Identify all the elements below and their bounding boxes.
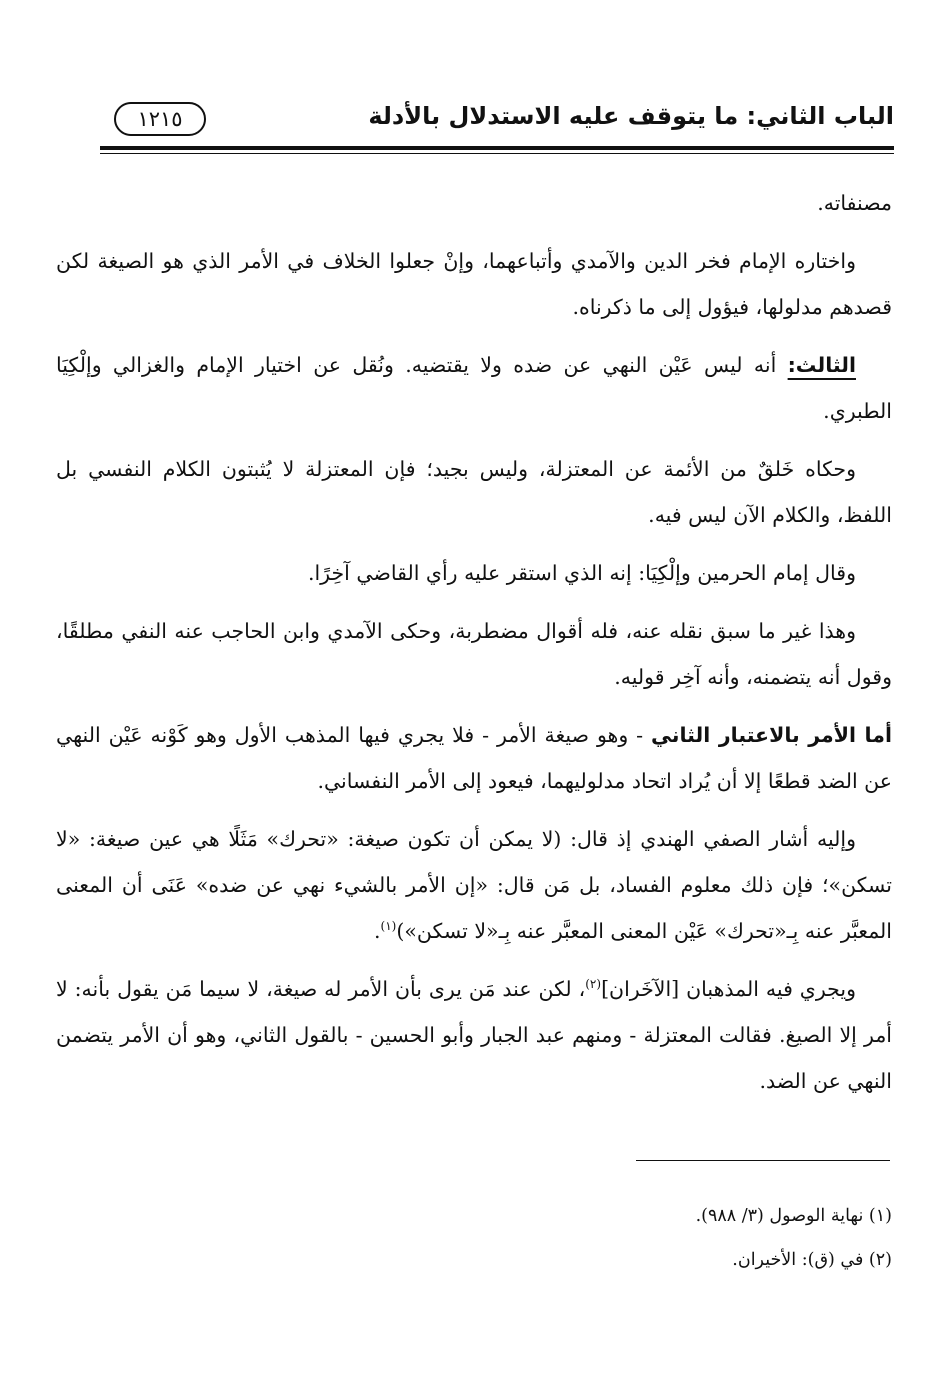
paragraph-text: أنه ليس عَيْن النهي عن ضده ولا يقتضيه. ونُقل عن اختيار الإمام والغزالي وإلْكِيَا الطبري. xyxy=(56,353,892,423)
paragraph xyxy=(56,966,892,1104)
section-lead-second-aspect: أما الأمر بالاعتبار الثاني xyxy=(651,723,892,747)
footnotes xyxy=(56,1196,892,1284)
footnote-ref-2: (٢) xyxy=(585,977,602,992)
footnote-2: (٢) في (ق): الأخيران. xyxy=(732,1250,892,1270)
paragraph-text: وهذا غير ما سبق نقله عنه، فله أقوال مضطربة، وحكى الآمدي وابن الحاجب عنه النفي مطلقًا، وقول أنه يتضمنه، وأنه آخِر قوليه. xyxy=(56,619,892,689)
paragraph xyxy=(56,608,892,700)
paragraph-text: . xyxy=(374,919,381,943)
footnote-ref-1: (١) xyxy=(380,919,397,934)
paragraph xyxy=(56,238,892,330)
page-header xyxy=(100,96,894,146)
paragraph-text: مصنفاته. xyxy=(817,191,892,215)
paragraph-text: وقال إمام الحرمين وإلْكِيَا: إنه الذي استقر عليه رأي القاضي آخِرًا. xyxy=(307,561,856,585)
paragraph xyxy=(56,550,892,596)
paragraph-text: - وهو صيغة الأمر - فلا يجري فيها المذهب الأول وهو كَوْنه عَيْن النهي عن الضد قطعًا إلا أن يُراد اتحاد مدلوليهما، فيعود إلى الأمر النفساني. xyxy=(56,723,892,793)
page-number: ١٢١٥ xyxy=(114,102,206,136)
paragraph xyxy=(56,446,892,538)
paragraph xyxy=(56,180,892,226)
paragraph-text: وحكاه خَلقٌ من الأئمة عن المعتزلة، وليس بجيد؛ فإن المعتزلة لا يُثبتون الكلام النفسي بل اللفظ، والكلام الآن ليس فيه. xyxy=(56,457,892,527)
chapter-title: الباب الثاني: ما يتوقف عليه الاستدلال بالأدلة xyxy=(368,102,894,130)
section-lead-third: الثالث: xyxy=(787,353,856,377)
paragraph-text: واختاره الإمام فخر الدين والآمدي وأتباعهما، وإنْ جعلوا الخلاف في الأمر الذي هو الصيغة لكن قصدهم مدلولها، فيؤول إلى ما ذكرناه. xyxy=(56,249,892,319)
footnote-separator xyxy=(636,1160,890,1161)
main-text xyxy=(56,180,892,1116)
paragraph-text: ، لكن عند مَن يرى بأن الأمر له صيغة، لا سيما مَن يقول بأنه: لا أمر إلا الصيغ. فقالت المعتزلة - ومنهم عبد الجبار وأبو الحسين - بالقول الثاني، وهو أن الأمر يتضمن النهي عن الضد. xyxy=(56,977,892,1093)
footnote-1: (١) نهاية الوصول (٣/ ٩٨٨). xyxy=(695,1206,892,1226)
header-rule-thin xyxy=(100,153,894,154)
paragraph xyxy=(56,342,892,434)
paragraph xyxy=(56,816,892,954)
paragraph-text: ويجري فيه المذهبان [الآخَران] xyxy=(601,977,856,1001)
header-rule-thick xyxy=(100,146,894,150)
paragraph-text: وإليه أشار الصفي الهندي إذ قال: (لا يمكن أن تكون صيغة: «تحرك» مَثَلًا هي عين صيغة: «لا تسكن»؛ فإن ذلك معلوم الفساد، بل مَن قال: «إن الأمر بالشيء نهي عن ضده» عَنَى أن المعنى المعبَّر عنه بِـ«تحرك» عَيْن المعنى المعبَّر عنه بِـ«لا تسكن») xyxy=(56,827,892,943)
paragraph xyxy=(56,712,892,804)
